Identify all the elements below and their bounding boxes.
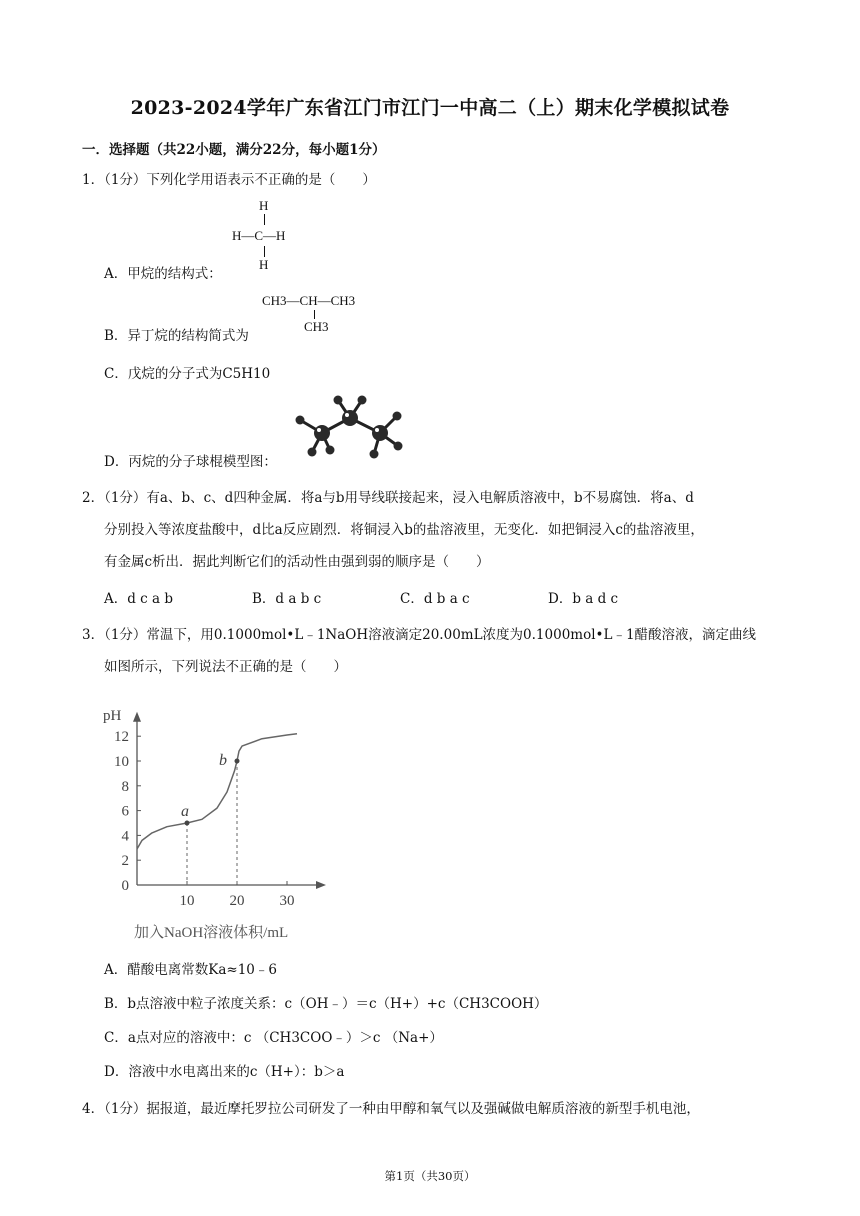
- q1-option-d: D．丙烷的分子球棍模型图：: [104, 454, 277, 470]
- q3-option-b: B．b点溶液中粒子浓度关系：c（OH﹣）＝c（H+）+c（CH3COOH）: [104, 996, 548, 1012]
- methane-middle: H—C—H: [232, 228, 286, 243]
- y-axis-arrow: [133, 712, 141, 722]
- q3-option-c: C．a点对应的溶液中：c （CH3COO﹣）＞c （Na+）: [104, 1030, 443, 1046]
- isobutane-branch: CH3: [304, 319, 329, 334]
- q2-option-b: B．d a b c: [252, 591, 322, 607]
- q2-line-3: 有金属c析出．据此判断它们的活动性由强到弱的顺序是（ ）: [104, 554, 490, 570]
- x-axis-label: 加入NaOH溶液体积/mL: [134, 925, 289, 941]
- titration-curve-chart: [100, 692, 370, 944]
- y-tick-label: 12: [114, 729, 129, 746]
- x-tick-label: 20: [229, 893, 245, 909]
- q3-option-d: D．溶液中水电离出来的c（H+）：b＞a: [104, 1064, 345, 1080]
- isobutane-branch-bond: [314, 310, 315, 319]
- x-tick-label: 10: [179, 893, 195, 909]
- page-title: 2023-2024学年广东省江门市江门一中高二（上）期末化学模拟试卷: [130, 97, 730, 119]
- methane-bond-down: [264, 246, 265, 257]
- methane-bond-up: [264, 214, 265, 225]
- q3-line-1: 3．（1分）常温下，用0.1000mol•L﹣1NaOH溶液滴定20.00mL浓度为0.1000mol•L﹣1醋酸溶液，滴定曲线: [82, 627, 757, 643]
- carbon-atom-1: [314, 425, 330, 441]
- x-axis-arrow: [316, 881, 326, 889]
- isobutane-structure: [262, 293, 382, 339]
- q3-option-a: A．醋酸电离常数Ka≈10﹣6: [104, 962, 277, 978]
- methane-bottom-h: H: [259, 257, 269, 272]
- page-footer: 第1页（共30页）: [384, 1169, 476, 1183]
- y-tick-label: 8: [121, 778, 129, 795]
- point-b: [235, 759, 240, 764]
- q2-option-c: C．d b a c: [400, 591, 470, 607]
- y-tick-label: 6: [121, 803, 129, 820]
- q2-options: [104, 587, 696, 607]
- methane-structure: [232, 198, 302, 274]
- y-tick-label: 10: [114, 754, 129, 770]
- q1-option-a: A．甲烷的结构式：: [104, 266, 222, 282]
- point-a-label: a: [181, 803, 189, 820]
- q2-line-2: 分别投入等浓度盐酸中，d比a反应剧烈．将铜浸入b的盐溶液里，无变化．如把铜浸入c的盐溶液里，: [104, 522, 704, 538]
- section-heading: 一．选择题（共22小题，满分22分，每小题1分）: [82, 142, 386, 158]
- y-tick-label: 4: [121, 828, 129, 845]
- y-axis-label: pH: [103, 707, 122, 724]
- q1-option-b: B．异丁烷的结构简式为: [104, 328, 249, 344]
- y-tick-label: 2: [121, 853, 129, 870]
- q2-option-d: D．b a d c: [548, 591, 619, 607]
- q1-option-c: C．戊烷的分子式为C5H10: [104, 366, 271, 382]
- isobutane-main-chain: CH3—CH—CH3: [262, 293, 356, 308]
- q1-stem: 1．（1分）下列化学用语表示不正确的是（ ）: [82, 172, 376, 188]
- y-tick-label: 0: [121, 878, 129, 894]
- point-a: [185, 821, 190, 826]
- point-b-label: b: [219, 752, 227, 769]
- x-tick-label: 30: [279, 893, 295, 909]
- q4-line-1: 4．（1分）据报道，最近摩托罗拉公司研发了一种由甲醇和氧气以及强碱做电解质溶液的新型手机电池，: [82, 1101, 700, 1117]
- carbon-atom-3: [372, 425, 388, 441]
- q2-line-1: 2．（1分）有a、b、c、d四种金属．将a与b用导线联接起来，浸入电解质溶液中，b不易腐蚀．将a、d: [82, 490, 694, 506]
- carbon-atom-2: [342, 410, 358, 426]
- propane-ball-stick-model: [290, 388, 415, 463]
- q2-option-a: A．d c a b: [104, 591, 174, 607]
- q3-line-2: 如图所示，下列说法不正确的是（ ）: [104, 659, 347, 675]
- methane-top-h: H: [259, 198, 269, 213]
- titration-curve: [137, 734, 297, 849]
